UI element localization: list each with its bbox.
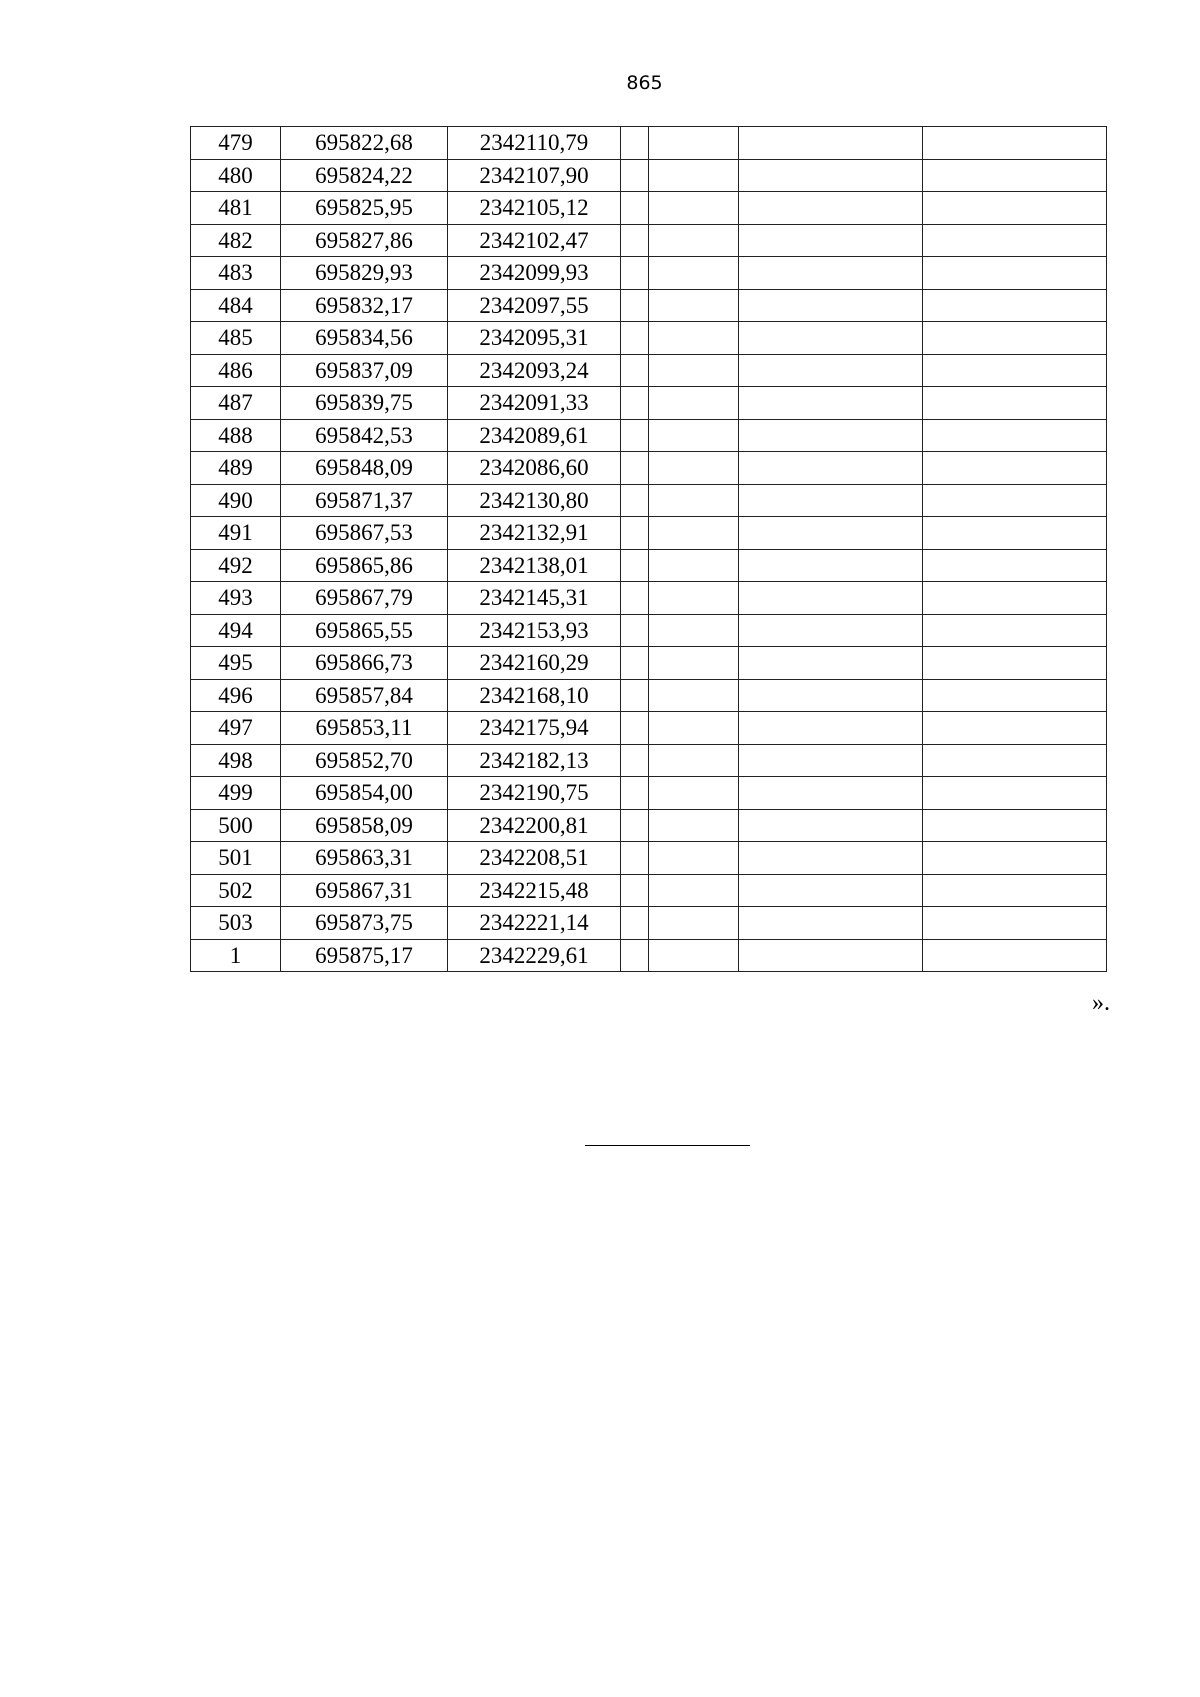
- x-coordinate-cell: 695867,31: [281, 874, 448, 907]
- point-number-cell: 484: [191, 289, 281, 322]
- empty-cell: [739, 289, 923, 322]
- y-coordinate-cell: 2342200,81: [448, 809, 621, 842]
- table-row: [191, 289, 1107, 322]
- empty-cell: [621, 907, 649, 940]
- x-coordinate-cell: 695857,84: [281, 679, 448, 712]
- empty-cell: [923, 224, 1107, 257]
- empty-cell: [923, 127, 1107, 160]
- empty-cell: [621, 647, 649, 680]
- table-row: [191, 354, 1107, 387]
- y-coordinate-cell: 2342130,80: [448, 484, 621, 517]
- empty-cell: [621, 257, 649, 290]
- empty-cell: [923, 874, 1107, 907]
- empty-cell: [739, 484, 923, 517]
- table-row: [191, 712, 1107, 745]
- table-row: [191, 257, 1107, 290]
- empty-cell: [923, 939, 1107, 972]
- closing-quote: ».: [1092, 990, 1110, 1016]
- empty-cell: [649, 257, 739, 290]
- table-row: [191, 419, 1107, 452]
- empty-cell: [621, 712, 649, 745]
- empty-cell: [739, 744, 923, 777]
- x-coordinate-cell: 695867,53: [281, 517, 448, 550]
- empty-cell: [649, 127, 739, 160]
- point-number-cell: 493: [191, 582, 281, 615]
- point-number-cell: 480: [191, 159, 281, 192]
- empty-cell: [621, 322, 649, 355]
- table-row: [191, 874, 1107, 907]
- empty-cell: [923, 744, 1107, 777]
- empty-cell: [923, 192, 1107, 225]
- empty-cell: [739, 777, 923, 810]
- coordinates-table: [190, 126, 1107, 972]
- x-coordinate-cell: 695865,86: [281, 549, 448, 582]
- empty-cell: [923, 354, 1107, 387]
- table-row: [191, 647, 1107, 680]
- y-coordinate-cell: 2342160,29: [448, 647, 621, 680]
- table-row: [191, 452, 1107, 485]
- table-row: [191, 159, 1107, 192]
- empty-cell: [621, 452, 649, 485]
- empty-cell: [621, 549, 649, 582]
- empty-cell: [649, 159, 739, 192]
- empty-cell: [649, 614, 739, 647]
- table-row: [191, 614, 1107, 647]
- point-number-cell: 497: [191, 712, 281, 745]
- empty-cell: [649, 387, 739, 420]
- y-coordinate-cell: 2342093,24: [448, 354, 621, 387]
- empty-cell: [923, 647, 1107, 680]
- empty-cell: [923, 842, 1107, 875]
- y-coordinate-cell: 2342097,55: [448, 289, 621, 322]
- y-coordinate-cell: 2342107,90: [448, 159, 621, 192]
- empty-cell: [649, 192, 739, 225]
- empty-cell: [649, 809, 739, 842]
- point-number-cell: 503: [191, 907, 281, 940]
- point-number-cell: 501: [191, 842, 281, 875]
- empty-cell: [739, 452, 923, 485]
- empty-cell: [621, 679, 649, 712]
- y-coordinate-cell: 2342086,60: [448, 452, 621, 485]
- empty-cell: [649, 484, 739, 517]
- y-coordinate-cell: 2342153,93: [448, 614, 621, 647]
- table-row: [191, 777, 1107, 810]
- x-coordinate-cell: 695854,00: [281, 777, 448, 810]
- y-coordinate-cell: 2342099,93: [448, 257, 621, 290]
- x-coordinate-cell: 695873,75: [281, 907, 448, 940]
- point-number-cell: 495: [191, 647, 281, 680]
- empty-cell: [739, 549, 923, 582]
- empty-cell: [923, 322, 1107, 355]
- empty-cell: [621, 127, 649, 160]
- point-number-cell: 502: [191, 874, 281, 907]
- y-coordinate-cell: 2342221,14: [448, 907, 621, 940]
- x-coordinate-cell: 695825,95: [281, 192, 448, 225]
- point-number-cell: 498: [191, 744, 281, 777]
- empty-cell: [621, 777, 649, 810]
- empty-cell: [621, 517, 649, 550]
- table-row: [191, 517, 1107, 550]
- empty-cell: [649, 517, 739, 550]
- table-row: [191, 939, 1107, 972]
- empty-cell: [649, 224, 739, 257]
- x-coordinate-cell: 695866,73: [281, 647, 448, 680]
- empty-cell: [649, 289, 739, 322]
- empty-cell: [739, 419, 923, 452]
- x-coordinate-cell: 695837,09: [281, 354, 448, 387]
- y-coordinate-cell: 2342190,75: [448, 777, 621, 810]
- y-coordinate-cell: 2342095,31: [448, 322, 621, 355]
- point-number-cell: 487: [191, 387, 281, 420]
- point-number-cell: 481: [191, 192, 281, 225]
- y-coordinate-cell: 2342138,01: [448, 549, 621, 582]
- empty-cell: [621, 354, 649, 387]
- table-row: [191, 582, 1107, 615]
- empty-cell: [739, 614, 923, 647]
- point-number-cell: 490: [191, 484, 281, 517]
- y-coordinate-cell: 2342102,47: [448, 224, 621, 257]
- x-coordinate-cell: 695834,56: [281, 322, 448, 355]
- coordinates-table-body: [191, 127, 1107, 972]
- empty-cell: [621, 939, 649, 972]
- empty-cell: [621, 809, 649, 842]
- empty-cell: [923, 809, 1107, 842]
- empty-cell: [649, 939, 739, 972]
- empty-cell: [923, 907, 1107, 940]
- y-coordinate-cell: 2342089,61: [448, 419, 621, 452]
- y-coordinate-cell: 2342145,31: [448, 582, 621, 615]
- empty-cell: [621, 874, 649, 907]
- table-row: [191, 809, 1107, 842]
- x-coordinate-cell: 695829,93: [281, 257, 448, 290]
- empty-cell: [739, 874, 923, 907]
- empty-cell: [649, 549, 739, 582]
- point-number-cell: 486: [191, 354, 281, 387]
- point-number-cell: 1: [191, 939, 281, 972]
- empty-cell: [923, 452, 1107, 485]
- y-coordinate-cell: 2342091,33: [448, 387, 621, 420]
- empty-cell: [621, 582, 649, 615]
- empty-cell: [739, 939, 923, 972]
- empty-cell: [923, 419, 1107, 452]
- empty-cell: [621, 419, 649, 452]
- empty-cell: [649, 647, 739, 680]
- x-coordinate-cell: 695875,17: [281, 939, 448, 972]
- point-number-cell: 492: [191, 549, 281, 582]
- empty-cell: [649, 679, 739, 712]
- table-row: [191, 322, 1107, 355]
- point-number-cell: 482: [191, 224, 281, 257]
- empty-cell: [621, 224, 649, 257]
- empty-cell: [923, 582, 1107, 615]
- y-coordinate-cell: 2342132,91: [448, 517, 621, 550]
- empty-cell: [739, 582, 923, 615]
- table-row: [191, 224, 1107, 257]
- table-row: [191, 679, 1107, 712]
- page-number: 865: [626, 72, 663, 94]
- empty-cell: [739, 517, 923, 550]
- point-number-cell: 489: [191, 452, 281, 485]
- empty-cell: [649, 842, 739, 875]
- x-coordinate-cell: 695865,55: [281, 614, 448, 647]
- empty-cell: [923, 679, 1107, 712]
- empty-cell: [649, 874, 739, 907]
- empty-cell: [739, 712, 923, 745]
- empty-cell: [923, 549, 1107, 582]
- empty-cell: [649, 712, 739, 745]
- empty-cell: [621, 159, 649, 192]
- point-number-cell: 488: [191, 419, 281, 452]
- x-coordinate-cell: 695842,53: [281, 419, 448, 452]
- empty-cell: [649, 907, 739, 940]
- empty-cell: [739, 809, 923, 842]
- empty-cell: [621, 289, 649, 322]
- empty-cell: [649, 419, 739, 452]
- empty-cell: [621, 744, 649, 777]
- empty-cell: [739, 907, 923, 940]
- x-coordinate-cell: 695863,31: [281, 842, 448, 875]
- empty-cell: [739, 387, 923, 420]
- point-number-cell: 485: [191, 322, 281, 355]
- y-coordinate-cell: 2342168,10: [448, 679, 621, 712]
- x-coordinate-cell: 695852,70: [281, 744, 448, 777]
- empty-cell: [739, 257, 923, 290]
- empty-cell: [649, 322, 739, 355]
- empty-cell: [739, 354, 923, 387]
- empty-cell: [739, 192, 923, 225]
- y-coordinate-cell: 2342208,51: [448, 842, 621, 875]
- x-coordinate-cell: 695867,79: [281, 582, 448, 615]
- empty-cell: [739, 679, 923, 712]
- empty-cell: [621, 192, 649, 225]
- x-coordinate-cell: 695827,86: [281, 224, 448, 257]
- empty-cell: [923, 614, 1107, 647]
- empty-cell: [923, 289, 1107, 322]
- table-row: [191, 549, 1107, 582]
- empty-cell: [923, 387, 1107, 420]
- empty-cell: [739, 127, 923, 160]
- table-row: [191, 192, 1107, 225]
- x-coordinate-cell: 695858,09: [281, 809, 448, 842]
- empty-cell: [649, 452, 739, 485]
- y-coordinate-cell: 2342182,13: [448, 744, 621, 777]
- table-row: [191, 744, 1107, 777]
- point-number-cell: 496: [191, 679, 281, 712]
- x-coordinate-cell: 695853,11: [281, 712, 448, 745]
- empty-cell: [621, 842, 649, 875]
- empty-cell: [739, 224, 923, 257]
- y-coordinate-cell: 2342215,48: [448, 874, 621, 907]
- table-row: [191, 907, 1107, 940]
- empty-cell: [739, 842, 923, 875]
- y-coordinate-cell: 2342175,94: [448, 712, 621, 745]
- point-number-cell: 479: [191, 127, 281, 160]
- point-number-cell: 499: [191, 777, 281, 810]
- empty-cell: [923, 159, 1107, 192]
- empty-cell: [923, 484, 1107, 517]
- x-coordinate-cell: 695871,37: [281, 484, 448, 517]
- empty-cell: [923, 777, 1107, 810]
- empty-cell: [923, 517, 1107, 550]
- empty-cell: [621, 387, 649, 420]
- empty-cell: [739, 159, 923, 192]
- y-coordinate-cell: 2342229,61: [448, 939, 621, 972]
- empty-cell: [621, 484, 649, 517]
- point-number-cell: 491: [191, 517, 281, 550]
- y-coordinate-cell: 2342110,79: [448, 127, 621, 160]
- table-row: [191, 842, 1107, 875]
- x-coordinate-cell: 695848,09: [281, 452, 448, 485]
- empty-cell: [621, 614, 649, 647]
- table-row: [191, 387, 1107, 420]
- empty-cell: [923, 257, 1107, 290]
- point-number-cell: 483: [191, 257, 281, 290]
- point-number-cell: 500: [191, 809, 281, 842]
- empty-cell: [649, 744, 739, 777]
- empty-cell: [649, 777, 739, 810]
- table-row: [191, 484, 1107, 517]
- x-coordinate-cell: 695839,75: [281, 387, 448, 420]
- empty-cell: [739, 322, 923, 355]
- empty-cell: [649, 354, 739, 387]
- empty-cell: [923, 712, 1107, 745]
- table-row: [191, 127, 1107, 160]
- end-rule: [585, 1145, 750, 1146]
- y-coordinate-cell: 2342105,12: [448, 192, 621, 225]
- empty-cell: [649, 582, 739, 615]
- x-coordinate-cell: 695822,68: [281, 127, 448, 160]
- x-coordinate-cell: 695832,17: [281, 289, 448, 322]
- point-number-cell: 494: [191, 614, 281, 647]
- x-coordinate-cell: 695824,22: [281, 159, 448, 192]
- empty-cell: [739, 647, 923, 680]
